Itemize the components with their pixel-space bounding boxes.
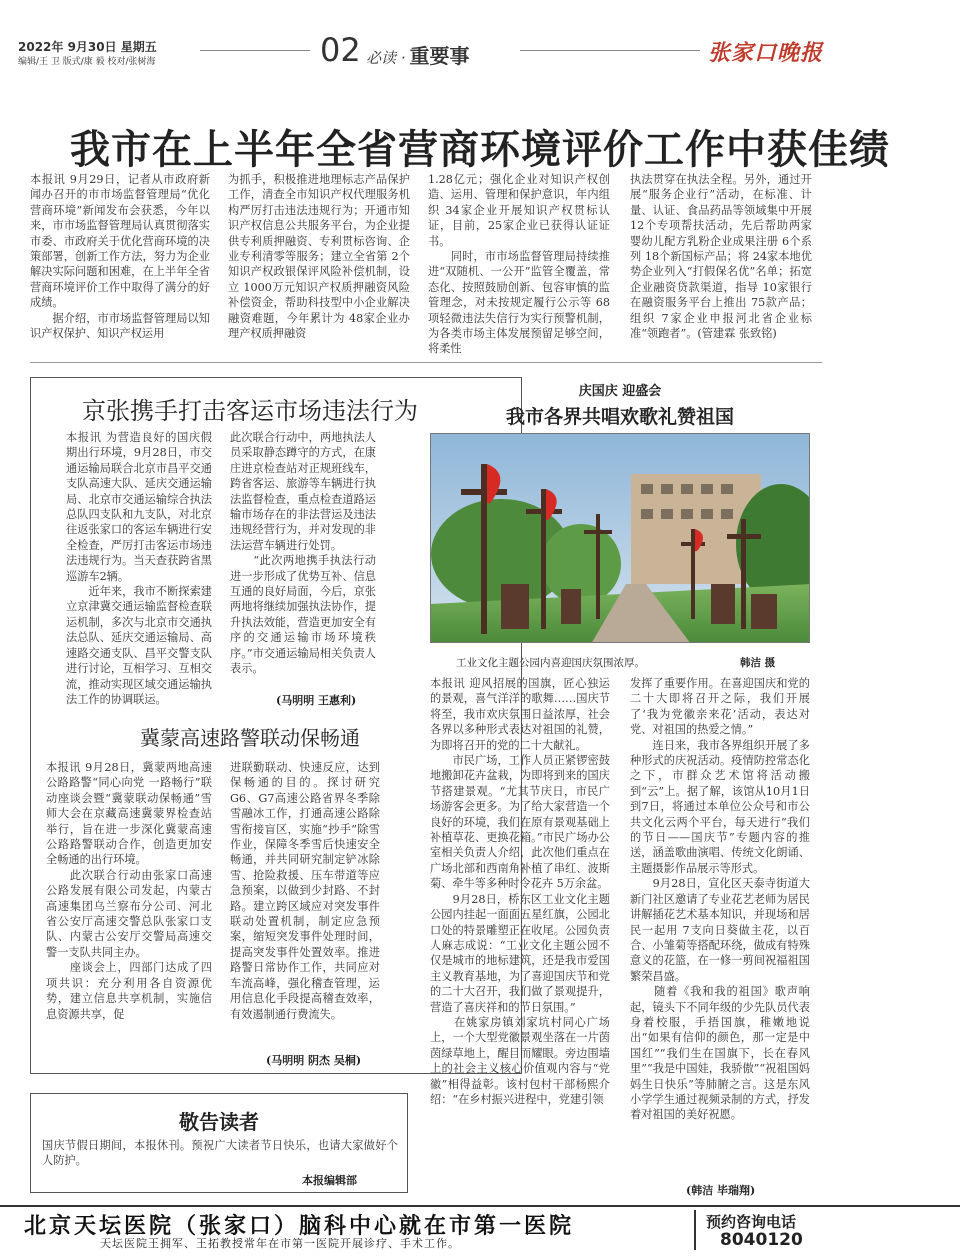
bus-col-2 bbox=[230, 430, 376, 685]
photo-credit: 韩洁 摄 bbox=[740, 657, 776, 669]
section-prefix: 必读 · bbox=[366, 49, 406, 67]
header-rule-left bbox=[200, 50, 310, 51]
issue-date: 2022年 9月30日 星期五 bbox=[18, 40, 157, 54]
ad-headline: 北京天坛医院（张家口）脑科中心就在市第一医院 bbox=[24, 1213, 575, 1239]
page-number: 02 bbox=[320, 31, 361, 69]
lead-bottom-rule bbox=[30, 362, 822, 363]
bus-col-1 bbox=[66, 430, 212, 705]
notice-body: 国庆节假日期间，本报休刊。预祝广大读者节日快乐，也请大家做好个人防护。 bbox=[42, 1139, 398, 1168]
ad-phone-number: 8040120 bbox=[720, 1230, 803, 1250]
road-col-2 bbox=[230, 760, 380, 1050]
road-story-title: 冀蒙高速路警联动保畅通 bbox=[140, 726, 360, 750]
celebrate-col-2 bbox=[630, 676, 810, 1181]
road-col-1 bbox=[46, 760, 212, 1070]
lead-col-3 bbox=[428, 172, 610, 357]
paper-logo: 张家口晚报 bbox=[708, 40, 824, 66]
park-photo bbox=[430, 433, 810, 643]
bus-col-1-text: 本报讯 为营造良好的国庆假期出行环境，9月28日，市交通运输局联合北京市昌平交通支队高速大队、延庆交通运输局、北京市交通运输综合执法总队四支队和九支队，对北京往返张家口的客运车辆进行安全检查，严厉打击客运市场违法违规行为。当天查获跨省黑巡游车2辆。 近年来，我市不断探索建立京津冀交通运输监督检查联运机制，多次与北京市交通执法总队、延庆交通运输局、高速路交通支队、昌平交警支队进行讨论，互相学习、互相交流，推动实现区域交通运输执法工作的协调联运。 bbox=[66, 431, 212, 705]
celebrate-col-2-text: 发挥了重要作用。在喜迎国庆和党的二十大即将召开之际，我们开展了‘我为党徽亲来花’活动，表达对党、对祖国的热爱之情。” 连日来，我市各界组织开展了多种形式的庆祝活动。疫情防控常态化之下，市群众艺术馆将活动搬到“云”上。据了解，该馆从10月1日到7日，将通过本单位公众号和市公共文化云两个平台，每天进行“我们的节日——国庆节”专题内容的推送，涵盖歌曲演唱、传统文化朗诵、主题摄影作品展示等形式。 9月28日，宣化区天泰寺街道大新门社区邀请了专业花艺老师为居民讲解插花艺术基本知识，并现场和居民一起用 7支向日葵做主花，以百合、小雏菊等搭配环绕，做成有特殊意义的花篮，在一修一剪间祝福祖国繁荣昌盛。 随着《我和我的祖国》歌声响起，镜头下不同年级的少先队员代表身着校服，手捂国旗，稚嫩地说出“如果有信仰的颜色，那一定是中国红”“我们生在国旗下，长在春风里”“我是中国娃，我骄傲”“祝祖国妈妈生日快乐”等肺腑之言。这是东风小学学生通过视频录制的方式，抒发着对祖国的美好祝愿。 bbox=[630, 677, 810, 1122]
road-byline: (马明明 阴杰 吴桐) bbox=[266, 1054, 362, 1067]
road-col-2-text: 进联勤联动、快速反应，达到保畅通的目的。探讨研究G6、G7高速公路省界冬季除雪融冰工作，打通高速公路除雪衔接盲区，实施“抄手”除雪作业，保障冬季雪后快速安全畅通，并共同研究制定铲冰除雪、抢险救援、压车带道等应急预案，以做到少封路、不封路。建立跨区域应对突发事件联动处置机制，制定应急预案，缩短突发事件处理时间，提高突发事件处置效率。推进路警日常协作工作，共同应对车流高峰，强化稽查管理，运用信息化手段提高稽查效率，有效遏制通行费流失。 bbox=[230, 761, 380, 1021]
bus-col-2-text: 此次联合行动中，两地执法人员采取静态蹲守的方式，在康庄进京检查站对正规班线车，跨省客运、旅游等车辆进行执法监督检查，重点检查道路运输市场存在的非法营运及违法违规经营行为，并对发现的非法运营车辆进行处罚。 “此次两地携手执法行动进一步形成了优势互补、信息互通的良好局面，今后，京张两地将继续加强执法协作，提升执法效能，营造更加安全有序的交通运输市场环境秩序。”市交通运输局相关负责人表示。 bbox=[230, 431, 376, 676]
lead-col-4 bbox=[630, 172, 812, 357]
ad-phone-label: 预约咨询电话 bbox=[706, 1213, 797, 1231]
ad-subline: 天坛医院王拥军、王拓教授常年在市第一医院开展诊疗、手术工作。 bbox=[100, 1237, 460, 1250]
header-rule-right bbox=[520, 50, 700, 51]
lead-col-1 bbox=[30, 172, 210, 357]
road-col-1-text: 本报讯 9月28日，冀蒙两地高速公路路警“同心向党 一路畅行”联动座谈会暨“冀蒙联动保畅通”雪师大会在京藏高速冀蒙界检查站举行，旨在进一步深化冀蒙高速公路路警联动合作，创造更加安全畅通的出行环境。 此次联合行动由张家口高速公路发展有限公司发起，内蒙古高速集团乌兰察布分公司、河北省公安厅高速交警总队张家口支队、内蒙古公安厅交警局高速交警一支队共同主办。 座谈会上，四部门达成了四项共识：充分利用各自资源优势，建立信息共享机制，实施信息资源共享，促 bbox=[46, 761, 212, 1021]
park-photo-illustration bbox=[431, 434, 810, 643]
lead-col-3-text: 1.28亿元；强化企业对知识产权创造、运用、管理和保护意识，年内组织 34家企业开展知识产权贯标认证，目前，25家企业已获得认证证书。 同时，市市场监督管理局持续推进“双随机、一公开”监管全覆盖，常态化、按照鼓励创新、包容审慎的监管理念，对未按规定履行公示等 68项轻微违法失信行为实行预警机制，为各类市场主体发展预留足够空间，将柔性 bbox=[428, 173, 610, 356]
section-label bbox=[366, 40, 470, 69]
lead-col-2-text: 为抓手，积极推进地理标志产品保护工作，清查全市知识产权代理服务机构严厉打击违法违规行为；开通市知识产权信息公共服务平台，为企业提供专利质押融资、专利贯标咨询、企业专利清零等服务；建立全省第 2个知识产权政银保评风险补偿机制，设立 1000万元知识产权质押融资风险补偿资金，帮助科技型中小企业解决融资难题，今年累计为 48家企业办理产权质押融资 bbox=[228, 173, 410, 341]
lead-headline: 我市在上半年全省营商环境评价工作中获佳绩 bbox=[70, 127, 890, 173]
ad-divider bbox=[694, 1210, 696, 1250]
editor-credits: 编辑/王 卫 版式/康 毅 校对/张树海 bbox=[18, 57, 156, 67]
notice-sign: 本报编辑部 bbox=[302, 1174, 357, 1187]
celebrate-col-1-text: 本报讯 迎风招展的国旗，匠心独运的景观，喜气洋洋的歌舞……国庆节将至，我市欢庆氛围日益浓厚，社会各界以多种形式表达对祖国的礼赞，为即将召开的党的二十大献礼。 市民广场，工作人员正紧锣密鼓地搬卸花卉盆栽，为即将到来的国庆节搭建景观。“尤其节庆日，市民广场游客会更多。为了给大家营造一个良好的环境，我们在原有景观基础上补植草花、更换花箱。”市民广场办公室相关负责人介绍，此次他们重点在广场北部和西南角补植了串红、波斯菊、牵牛等多种时令花卉 5万余盆。 9月28日，桥东区工业文化主题公园内挂起一面面五星红旗，公园北口处的特景雕塑正在收尾。公园负责人麻志成说：“工业文化主题公园不仅是城市的地标建筑，还是我市爱国主义教育基地，为了喜迎国庆节和党的二十大召开，我们做了景观提升，营造了喜庆祥和的节日氛围。” 在姚家房镇刘家坑村同心广场上，一个大型党徽景观坐落在一片茵茵绿草地上，醒目而耀眼。旁边围墙上的社会主义核心价值观内容与“党徽”相得益彰。该村包村干部杨熙介绍：“在乡村振兴进程中，党建引领 bbox=[430, 677, 610, 1106]
notice-title: 敬告读者 bbox=[179, 1110, 259, 1134]
celebrate-byline: (韩洁 毕瑞翔) bbox=[686, 1184, 756, 1197]
lead-col-2 bbox=[228, 172, 410, 357]
bus-story-title: 京张携手打击客运市场违法行为 bbox=[82, 397, 418, 425]
celebrate-title: 我市各界共唱欢歌礼赞祖国 bbox=[505, 406, 734, 428]
lead-col-4-text: 执法贯穿在执法全程。另外，通过开展“服务企业行”活动，在标准、计量、认证、食品药品等领域集中开展 12个专项帮扶活动，先后帮助两家婴幼儿配方乳粉企业成果注册 6个系列 18个新国标产品；将 24家本地优势企业列入“打假保名优”名单；拓宽企业融资贷款渠道，指导 10家银行在融资服务平台上推出 75款产品；组织 7家企业申报河北省企业标准“领跑者”。(管建霖 张致铭) bbox=[630, 173, 812, 341]
photo-caption: 工业文化主题公园内喜迎国庆氛围浓厚。 bbox=[456, 657, 645, 669]
celebrate-col-1 bbox=[430, 676, 610, 1196]
celebrate-kicker: 庆国庆 迎盛会 bbox=[578, 384, 662, 399]
bus-byline: (马明明 王惠利) bbox=[276, 694, 357, 707]
section-name: 重要事 bbox=[409, 44, 470, 68]
lead-col-1-text: 本报讯 9月29日，记者从市政府新闻办召开的市市场监督管理局“优化营商环境”新闻发布会获悉，今年以来，市市场监督管理局认真贯彻落实市委、市政府关于优化营商环境的决策部署，创新工作方法，努力为企业解决实际问题和困难，在上半年全省营商环境评价工作中取得了满分的好成绩。 据介绍，市市场监督管理局以知识产权保护、知识产权运用 bbox=[30, 173, 210, 341]
